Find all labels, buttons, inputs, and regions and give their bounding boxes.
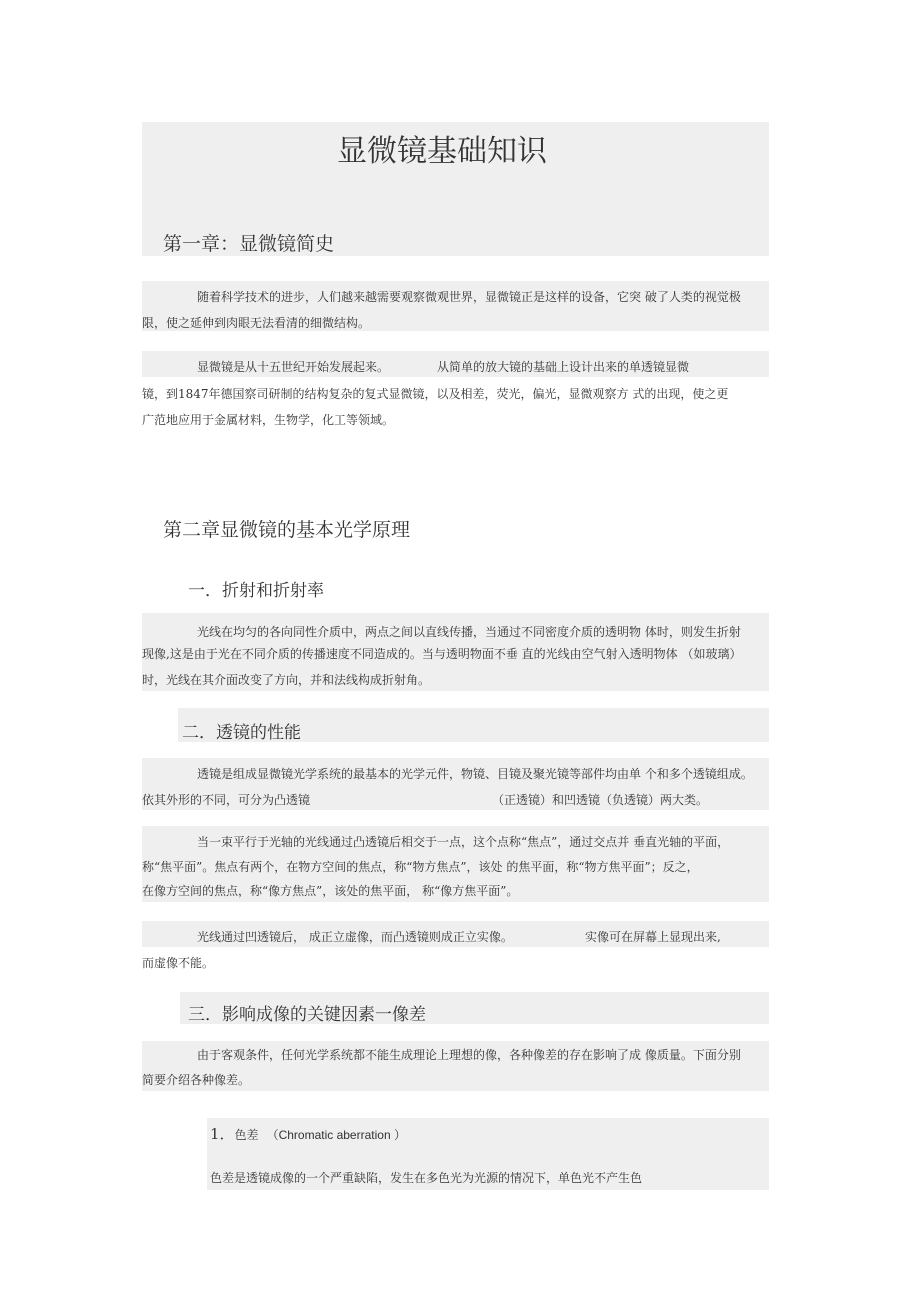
ch1-para2-line2: 镜，到1847年德国察司研制的结构复杂的复式显微镜，以及相差，荧光，偏光，显微观察方 式的出现，使之更 (142, 387, 729, 401)
s3-line2: 简要介绍各种像差。 (142, 1073, 251, 1087)
s2-para1-line2a: 依其外形的不同，可分为凸透镜 (142, 793, 311, 807)
s1-line3: 时，光线在其介面改变了方向，并和法线构成折射角。 (142, 673, 431, 687)
chromatic-item-heading (210, 1123, 406, 1144)
s2-para3-line1a: 光线通过凹透镜后， 成正立虚像，而凸透镜则成正立实像。 (197, 930, 513, 944)
section-3-heading: 三．影响成像的关键因素一像差 (188, 1005, 426, 1025)
chromatic-item-title-en: （Chromatic aberration ） (266, 1128, 406, 1142)
s1-line2: 现像,这是由于光在不同介质的传播速度不同造成的。当与透明物面不垂 直的光线由空气射入透明物体 （如玻璃） (142, 647, 742, 661)
s2-para2-line3: 在像方空间的焦点，称“像方焦点”，该处的焦平面， 称“像方焦平面”。 (142, 884, 519, 898)
ch1-para2-line3: 广范地应用于金属材料，生物学，化工等领域。 (142, 413, 395, 427)
s2-para3-line2: 而虚像不能。 (142, 956, 215, 970)
s2-para2-line2: 称“焦平面”。焦点有两个，在物方空间的焦点，称“物方焦点”，该处 的焦平面，称“物方焦平面”；反之， (142, 860, 699, 874)
ch1-para2-line1a: 显微镜是从十五世纪开始发展起来。 (197, 360, 390, 374)
chromatic-item-number: 1． (210, 1125, 235, 1143)
s2-para1-line1: 透镜是组成显微镜光学系统的最基本的光学元件，物镜、目镜及聚光镜等部件均由单 个和多个透镜组成。 (197, 767, 753, 781)
s1-line1: 光线在均匀的各向同性介质中，两点之间以直线传播，当通过不同密度介质的透明物 体时，则发生折射 (197, 625, 741, 639)
chromatic-item-title-zh: 色差 (234, 1128, 259, 1142)
chromatic-item-text: 色差是透镜成像的一个严重缺陷，发生在多色光为光源的情况下，单色光不产生色 (210, 1171, 643, 1185)
chapter-2-heading: 第二章显微镜的基本光学原理 (163, 519, 411, 541)
chapter-1-heading: 第一章：显微镜简史 (163, 233, 335, 255)
ch1-para1-line2: 限，使之延伸到肉眼无法看清的细微结构。 (142, 316, 371, 330)
section-2-heading: 二．透镜的性能 (182, 723, 301, 743)
s3-line1: 由于客观条件，任何光学系统都不能生成理论上理想的像，各种像差的存在影响了成 像质量。下面分别 (197, 1048, 741, 1062)
s2-para1-line2b: （正透镜）和凹透镜（负透镜）两大类。 (492, 793, 709, 807)
ch1-para1-line1: 随着科学技术的进步，人们越来越需要观察微观世界，显微镜正是这样的设备，它突 破了人类的视觉极 (197, 290, 741, 304)
ch1-para2-line1b: 从简单的放大镜的基础上设计出来的单透镜显微 (437, 360, 690, 374)
s2-para2-line1: 当一束平行于光轴的光线通过凸透镜后相交于一点，这个点称“焦点”，通过交点并 垂直光轴的平面， (197, 835, 730, 849)
s2-para3-line1b: 实像可在屏幕上显现出来, (585, 930, 721, 944)
section-1-heading: 一．折射和折射率 (188, 581, 324, 601)
document-title: 显微镜基础知识 (337, 134, 547, 169)
